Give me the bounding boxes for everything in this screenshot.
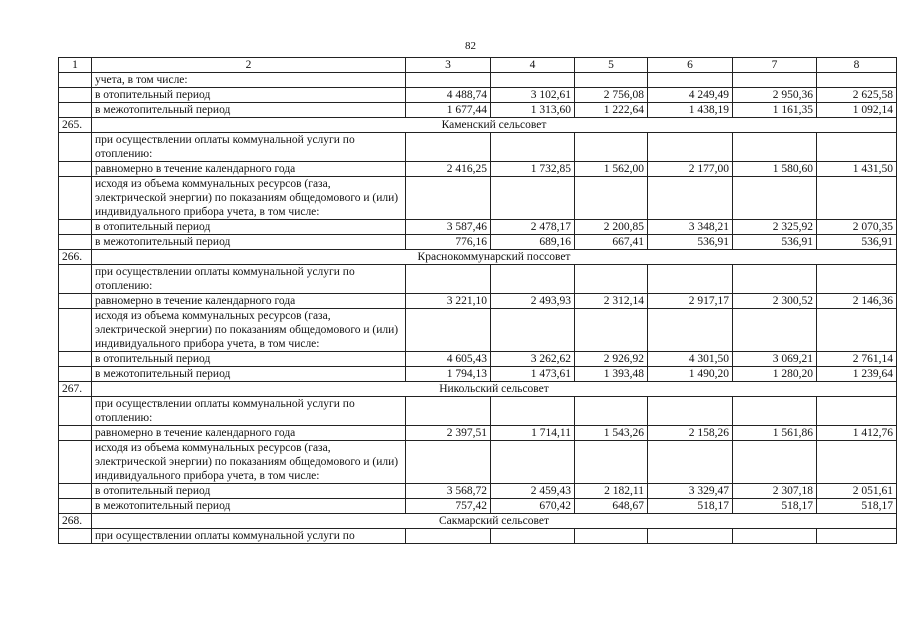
value-cell: 1 280,20 <box>733 367 817 382</box>
row-label: равномерно в течение календарного года <box>92 162 406 177</box>
row-label: в отопительный период <box>92 220 406 235</box>
table-row <box>59 177 897 220</box>
value-cell: 2 158,26 <box>648 426 733 441</box>
row-index <box>59 73 92 88</box>
table-row <box>59 309 897 352</box>
row-label: в межотопительный период <box>92 103 406 118</box>
value-cell: 1 714,11 <box>491 426 575 441</box>
value-cell <box>817 441 897 484</box>
value-cell <box>491 265 575 294</box>
row-index <box>59 309 92 352</box>
value-cell <box>406 177 491 220</box>
tariff-table <box>58 57 897 544</box>
row-index <box>59 529 92 544</box>
value-cell <box>817 397 897 426</box>
value-cell <box>648 133 733 162</box>
value-cell <box>575 529 648 544</box>
value-cell <box>817 133 897 162</box>
value-cell: 2 950,36 <box>733 88 817 103</box>
value-cell: 1 561,86 <box>733 426 817 441</box>
value-cell <box>733 133 817 162</box>
value-cell: 2 926,92 <box>575 352 648 367</box>
table-row <box>59 220 897 235</box>
value-cell <box>648 309 733 352</box>
section-row <box>59 118 897 133</box>
value-cell: 3 069,21 <box>733 352 817 367</box>
value-cell: 4 605,43 <box>406 352 491 367</box>
value-cell: 2 300,52 <box>733 294 817 309</box>
value-cell: 2 761,14 <box>817 352 897 367</box>
table-row <box>59 529 897 544</box>
row-index <box>59 484 92 499</box>
row-label: в отопительный период <box>92 484 406 499</box>
value-cell: 536,91 <box>648 235 733 250</box>
value-cell: 4 301,50 <box>648 352 733 367</box>
table-row <box>59 133 897 162</box>
row-index <box>59 426 92 441</box>
value-cell <box>575 177 648 220</box>
value-cell <box>406 441 491 484</box>
row-index: 268. <box>59 514 92 529</box>
value-cell: 3 102,61 <box>491 88 575 103</box>
row-index <box>59 220 92 235</box>
value-cell: 2 416,25 <box>406 162 491 177</box>
value-cell <box>817 309 897 352</box>
value-cell <box>575 265 648 294</box>
value-cell <box>406 397 491 426</box>
value-cell: 518,17 <box>733 499 817 514</box>
row-label: в межотопительный период <box>92 499 406 514</box>
value-cell <box>575 441 648 484</box>
value-cell <box>733 73 817 88</box>
table-row <box>59 73 897 88</box>
row-label: при осуществлении оплаты коммунальной услуги по <box>92 529 406 544</box>
row-index: 266. <box>59 250 92 265</box>
row-index <box>59 441 92 484</box>
value-cell <box>491 441 575 484</box>
table-row <box>59 294 897 309</box>
value-cell <box>406 309 491 352</box>
row-index <box>59 397 92 426</box>
value-cell <box>575 397 648 426</box>
value-cell: 1 794,13 <box>406 367 491 382</box>
value-cell <box>491 133 575 162</box>
value-cell: 518,17 <box>648 499 733 514</box>
value-cell: 3 221,10 <box>406 294 491 309</box>
column-header-5: 5 <box>575 58 648 73</box>
table-row <box>59 397 897 426</box>
value-cell: 2 397,51 <box>406 426 491 441</box>
table-row <box>59 265 897 294</box>
value-cell <box>648 529 733 544</box>
value-cell <box>817 529 897 544</box>
column-header-3: 3 <box>406 58 491 73</box>
value-cell <box>406 73 491 88</box>
column-header-8: 8 <box>817 58 897 73</box>
value-cell: 2 478,17 <box>491 220 575 235</box>
value-cell <box>733 397 817 426</box>
header-row <box>59 58 897 73</box>
section-title: Краснокоммунарский поссовет <box>92 250 897 265</box>
table-row <box>59 162 897 177</box>
value-cell: 2 325,92 <box>733 220 817 235</box>
value-cell: 3 568,72 <box>406 484 491 499</box>
section-title: Каменский сельсовет <box>92 118 897 133</box>
value-cell: 536,91 <box>817 235 897 250</box>
row-index <box>59 499 92 514</box>
row-index <box>59 177 92 220</box>
value-cell: 2 459,43 <box>491 484 575 499</box>
value-cell <box>817 265 897 294</box>
row-label: равномерно в течение календарного года <box>92 426 406 441</box>
value-cell <box>733 177 817 220</box>
value-cell <box>817 177 897 220</box>
value-cell: 1 313,60 <box>491 103 575 118</box>
value-cell: 1 562,00 <box>575 162 648 177</box>
value-cell: 667,41 <box>575 235 648 250</box>
value-cell: 2 493,93 <box>491 294 575 309</box>
row-label: в отопительный период <box>92 88 406 103</box>
row-label: исходя из объема коммунальных ресурсов (газа, электрической энергии) по показаниям общедомового и (или) индивидуального прибора учета, в том числе: <box>92 177 406 220</box>
section-title: Никольский сельсовет <box>92 382 897 397</box>
section-row <box>59 514 897 529</box>
row-label: исходя из объема коммунальных ресурсов (газа, электрической энергии) по показаниям общедомового и (или) индивидуального прибора учета, в том числе: <box>92 309 406 352</box>
value-cell: 1 092,14 <box>817 103 897 118</box>
value-cell: 2 051,61 <box>817 484 897 499</box>
value-cell <box>491 73 575 88</box>
value-cell: 2 200,85 <box>575 220 648 235</box>
value-cell: 648,67 <box>575 499 648 514</box>
column-header-4: 4 <box>491 58 575 73</box>
value-cell: 689,16 <box>491 235 575 250</box>
row-label: при осуществлении оплаты коммунальной услуги по отоплению: <box>92 133 406 162</box>
column-header-7: 7 <box>733 58 817 73</box>
table-row <box>59 367 897 382</box>
value-cell: 776,16 <box>406 235 491 250</box>
row-index <box>59 103 92 118</box>
row-label: в межотопительный период <box>92 367 406 382</box>
value-cell <box>648 397 733 426</box>
value-cell: 1 732,85 <box>491 162 575 177</box>
value-cell <box>733 309 817 352</box>
value-cell: 1 543,26 <box>575 426 648 441</box>
value-cell: 3 329,47 <box>648 484 733 499</box>
section-row <box>59 250 897 265</box>
row-index <box>59 352 92 367</box>
value-cell: 3 262,62 <box>491 352 575 367</box>
value-cell <box>648 73 733 88</box>
value-cell: 670,42 <box>491 499 575 514</box>
value-cell: 2 756,08 <box>575 88 648 103</box>
column-header-1: 1 <box>59 58 92 73</box>
row-label: в отопительный период <box>92 352 406 367</box>
value-cell: 2 307,18 <box>733 484 817 499</box>
value-cell: 1 412,76 <box>817 426 897 441</box>
value-cell: 757,42 <box>406 499 491 514</box>
value-cell <box>817 73 897 88</box>
row-label: в межотопительный период <box>92 235 406 250</box>
value-cell: 1 161,35 <box>733 103 817 118</box>
row-index <box>59 294 92 309</box>
value-cell <box>491 177 575 220</box>
value-cell <box>733 265 817 294</box>
row-label: исходя из объема коммунальных ресурсов (газа, электрической энергии) по показаниям общедомового и (или) индивидуального прибора учета, в том числе: <box>92 441 406 484</box>
value-cell <box>575 73 648 88</box>
section-row <box>59 382 897 397</box>
value-cell: 1 438,19 <box>648 103 733 118</box>
column-header-6: 6 <box>648 58 733 73</box>
value-cell <box>575 133 648 162</box>
table-row <box>59 352 897 367</box>
value-cell: 1 490,20 <box>648 367 733 382</box>
table-row <box>59 426 897 441</box>
section-title: Сакмарский сельсовет <box>92 514 897 529</box>
value-cell: 1 393,48 <box>575 367 648 382</box>
value-cell <box>648 177 733 220</box>
value-cell: 3 587,46 <box>406 220 491 235</box>
value-cell: 518,17 <box>817 499 897 514</box>
row-index <box>59 162 92 177</box>
value-cell <box>648 265 733 294</box>
value-cell <box>491 397 575 426</box>
value-cell: 2 312,14 <box>575 294 648 309</box>
value-cell: 1 431,50 <box>817 162 897 177</box>
row-index: 265. <box>59 118 92 133</box>
value-cell: 2 182,11 <box>575 484 648 499</box>
table-row <box>59 88 897 103</box>
row-index: 267. <box>59 382 92 397</box>
value-cell: 1 473,61 <box>491 367 575 382</box>
table-row <box>59 441 897 484</box>
value-cell: 2 625,58 <box>817 88 897 103</box>
column-header-2: 2 <box>92 58 406 73</box>
table-row <box>59 103 897 118</box>
value-cell <box>406 529 491 544</box>
row-index <box>59 133 92 162</box>
row-index <box>59 235 92 250</box>
row-label: при осуществлении оплаты коммунальной услуги по отоплению: <box>92 397 406 426</box>
value-cell: 1 677,44 <box>406 103 491 118</box>
value-cell <box>491 309 575 352</box>
table-row <box>59 484 897 499</box>
table-row <box>59 235 897 250</box>
value-cell: 4 488,74 <box>406 88 491 103</box>
value-cell: 4 249,49 <box>648 88 733 103</box>
value-cell <box>406 133 491 162</box>
value-cell: 2 146,36 <box>817 294 897 309</box>
value-cell <box>406 265 491 294</box>
value-cell <box>491 529 575 544</box>
row-index <box>59 88 92 103</box>
value-cell: 2 070,35 <box>817 220 897 235</box>
row-label: равномерно в течение календарного года <box>92 294 406 309</box>
table-row <box>59 499 897 514</box>
value-cell: 1 239,64 <box>817 367 897 382</box>
value-cell <box>733 529 817 544</box>
page-number: 82 <box>465 40 476 52</box>
value-cell <box>575 309 648 352</box>
row-index <box>59 367 92 382</box>
value-cell: 3 348,21 <box>648 220 733 235</box>
table-body <box>59 58 897 544</box>
row-label: при осуществлении оплаты коммунальной услуги по отоплению: <box>92 265 406 294</box>
value-cell: 2 917,17 <box>648 294 733 309</box>
value-cell <box>648 441 733 484</box>
value-cell: 1 580,60 <box>733 162 817 177</box>
value-cell <box>733 441 817 484</box>
row-index <box>59 265 92 294</box>
value-cell: 2 177,00 <box>648 162 733 177</box>
value-cell: 536,91 <box>733 235 817 250</box>
row-label: учета, в том числе: <box>92 73 406 88</box>
value-cell: 1 222,64 <box>575 103 648 118</box>
